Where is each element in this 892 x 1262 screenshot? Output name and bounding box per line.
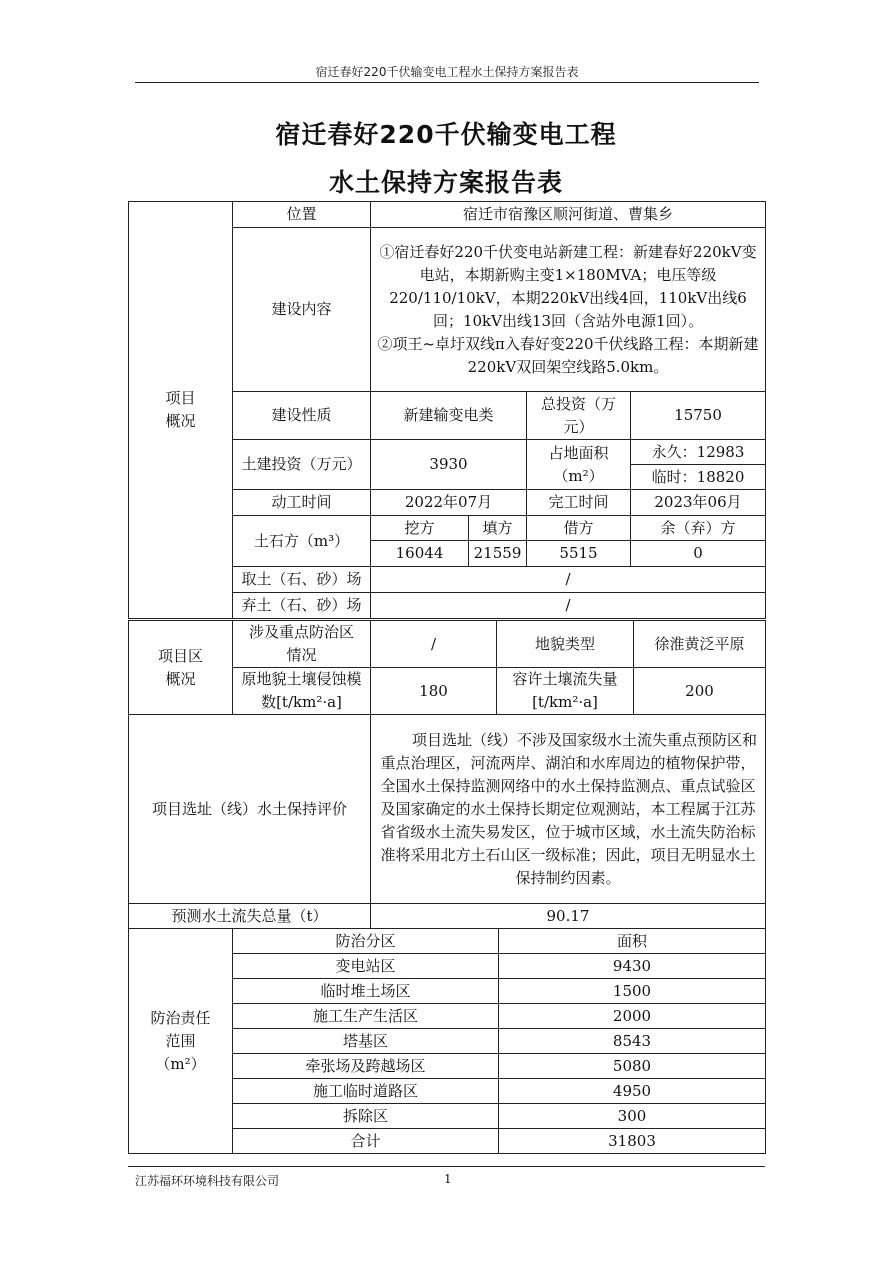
land-area-label: 占地面积（m²）: [527, 440, 631, 490]
construction-content: [371, 228, 766, 392]
project-area-table: [128, 620, 766, 715]
construction-content-label: 建设内容: [233, 228, 371, 392]
earthwork-label: 土石方（m³）: [233, 516, 371, 567]
zone-name: 施工生产生活区: [233, 1004, 499, 1029]
area-column-header: 面积: [499, 929, 766, 954]
total-zone-name: 合计: [233, 1129, 499, 1154]
earthwork-borrow-value: 5515: [527, 541, 631, 567]
earthwork-header-cut: 挖方: [371, 516, 469, 541]
start-time-label: 动工时间: [233, 490, 371, 516]
zone-area: 1500: [499, 979, 766, 1004]
zone-area: 2000: [499, 1004, 766, 1029]
earthwork-header-fill: 填方: [469, 516, 527, 541]
earthwork-header-spoil: 余（弃）方: [631, 516, 766, 541]
end-time-value: 2023年06月: [631, 490, 766, 516]
spoil-site-value: /: [371, 593, 766, 619]
total-investment-label: 总投资（万元）: [527, 392, 631, 440]
earthwork-spoil-value: 0: [631, 541, 766, 567]
page-number: 1: [444, 1172, 452, 1186]
allowable-loss-value: 200: [634, 668, 766, 715]
erosion-modulus-label: 原地貌土壤侵蚀模数[t/km²·a]: [233, 668, 371, 715]
site-evaluation-label: 项目选址（线）水土保持评价: [129, 715, 371, 904]
allowable-loss-label: 容许土壤流失量[t/km²·a]: [497, 668, 634, 715]
construction-content-item-2: ②项王~卓圩双线π入春好变220千伏线路工程：本期新建220kV双回架空线路5.0km。: [377, 334, 759, 376]
construction-nature-label: 建设性质: [233, 392, 371, 440]
zone-name: 施工临时道路区: [233, 1079, 499, 1104]
key-prevention-zone-label: 涉及重点防治区情况: [233, 621, 371, 668]
project-overview-label: 项目概况: [129, 202, 233, 619]
zone-area: 5080: [499, 1054, 766, 1079]
zone-name: 临时堆土场区: [233, 979, 499, 1004]
footer-rule: [128, 1166, 765, 1167]
construction-nature-value: 新建输变电类: [371, 392, 527, 440]
earthwork-fill-value: 21559: [469, 541, 527, 567]
running-header: 宿迁春好220千伏输变电工程水土保持方案报告表: [315, 65, 579, 79]
erosion-modulus-value: 180: [371, 668, 497, 715]
predicted-loss-label: 预测水土流失总量（t）: [129, 904, 371, 929]
land-area-temporary: 临时：18820: [631, 465, 766, 490]
end-time-label: 完工时间: [527, 490, 631, 516]
predicted-loss-value: 90.17: [371, 904, 766, 929]
responsibility-scope-label: 防治责任范围（m²）: [129, 929, 233, 1154]
borrow-site-label: 取土（石、砂）场: [233, 567, 371, 593]
site-evaluation-text: 项目选址（线）不涉及国家级水土流失重点预防区和重点治理区，河流两岸、湖泊和水库周边的植物保护带，全国水土保持监测网络中的水土保持监测点、重点试验区及国家确定的水土保持长期定位观测站，本工程属于江苏省省级水土流失易发区，位于城市区域，水土流失防治标准将采用北方土石山区一级标准；因此，项目无明显水土保持制约因素。: [371, 715, 766, 904]
landform-value: 徐淮黄泛平原: [634, 621, 766, 668]
total-investment-value: 15750: [631, 392, 766, 440]
land-area-permanent: 永久：12983: [631, 440, 766, 465]
borrow-site-value: /: [371, 567, 766, 593]
location-label: 位置: [233, 202, 371, 228]
header-rule: [135, 82, 759, 83]
zone-area: 4950: [499, 1079, 766, 1104]
start-time-value: 2022年07月: [371, 490, 527, 516]
footer-company: 江苏福环环境科技有限公司: [135, 1174, 280, 1188]
zone-area: 9430: [499, 954, 766, 979]
landform-label: 地貌类型: [497, 621, 634, 668]
construction-content-item-1: ①宿迁春好220千伏变电站新建工程：新建春好220kV变电站，本期新购主变1×180MVA；电压等级220/110/10kV，本期220kV出线4回，110kV出线6回；10kV出线13回（含站外电源1回）。: [379, 242, 757, 330]
earthwork-cut-value: 16044: [371, 541, 469, 567]
spoil-site-label: 弃土（石、砂）场: [233, 593, 371, 619]
key-prevention-zone-value: /: [371, 621, 497, 668]
project-area-overview-label: 项目区概况: [129, 621, 233, 715]
zone-name: 拆除区: [233, 1104, 499, 1129]
document-title-line2: 水土保持方案报告表: [328, 168, 563, 197]
zone-name: 塔基区: [233, 1029, 499, 1054]
evaluation-table: [128, 714, 766, 929]
zone-area: 300: [499, 1104, 766, 1129]
location-value: 宿迁市宿豫区顺河街道、曹集乡: [371, 202, 766, 228]
zone-name: 变电站区: [233, 954, 499, 979]
earthwork-header-borrow: 借方: [527, 516, 631, 541]
responsibility-table: [128, 928, 766, 1154]
zone-name: 牵张场及跨越场区: [233, 1054, 499, 1079]
zone-area: 8543: [499, 1029, 766, 1054]
total-zone-area: 31803: [499, 1129, 766, 1154]
civil-investment-value: 3930: [371, 440, 527, 490]
report-table: [128, 201, 766, 619]
zone-column-header: 防治分区: [233, 929, 499, 954]
civil-investment-label: 土建投资（万元）: [233, 440, 371, 490]
document-title-line1: 宿迁春好220千伏输变电工程: [275, 120, 617, 149]
